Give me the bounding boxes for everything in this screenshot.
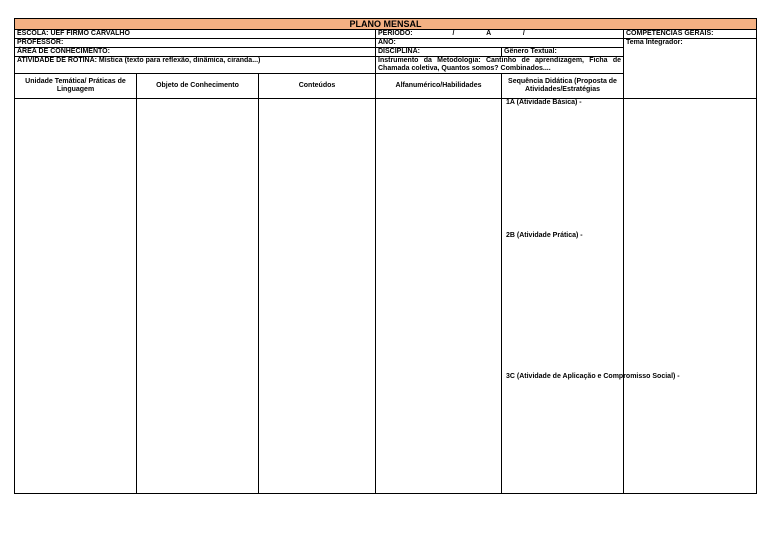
practical-activity-label: 2B (Atividade Prática) -	[506, 232, 583, 239]
routine-activity-field[interactable]: ATIVIDADE DE ROTINA: Mística (texto para reflexão, dinâmica, ciranda...)	[15, 57, 376, 74]
period-separator-2: /	[522, 30, 525, 37]
didactic-sequence-cell[interactable]	[502, 99, 680, 494]
evaluation-cell[interactable]	[624, 99, 757, 494]
monthly-plan-sheet	[14, 18, 756, 494]
period-label: PERIODO:	[378, 30, 413, 37]
column-header-contents: Conteúdos	[259, 74, 376, 99]
basic-activity-label: 1A (Atividade Básica) -	[506, 99, 582, 106]
methodology-instrument-field[interactable]: Instrumento da Metodologia: Cantinho de aprendizagem, Ficha de Chamada coletiva, Quantos somos? Combinados....	[376, 57, 624, 74]
general-competencies-field[interactable]: COMPETENCIAS GERAIS:	[624, 30, 757, 39]
school-field[interactable]: ESCOLA: UEF FIRMO CARVALHO	[15, 30, 376, 39]
period-separator-1: /	[452, 30, 455, 37]
application-activity-label: 3C (Atividade de Aplicação e Compromisso Social) -	[506, 373, 680, 380]
period-to-label: A	[486, 30, 491, 37]
column-header-didactic-sequence: Sequência Didática (Proposta de Atividades/Estratégias	[502, 74, 624, 99]
discipline-field[interactable]: DISCIPLINA:	[376, 48, 502, 57]
column-header-knowledge-object: Objeto de Conhecimento	[137, 74, 259, 99]
knowledge-object-cell[interactable]	[137, 99, 259, 494]
monthly-plan-table	[14, 18, 757, 494]
column-header-thematic-unit: Unidade Temática/ Práticas de Linguagem	[15, 74, 137, 99]
integrating-theme-field[interactable]: Tema Integrador:	[624, 39, 757, 99]
teacher-field[interactable]: PROFESSOR:	[15, 39, 376, 48]
contents-cell[interactable]	[259, 99, 376, 494]
text-genre-field[interactable]: Gênero Textual:	[502, 48, 624, 57]
year-field[interactable]: ANO:	[376, 39, 624, 48]
column-header-skills: Alfanumérico/Habilidades	[376, 74, 502, 99]
thematic-unit-cell[interactable]	[15, 99, 137, 494]
period-field[interactable]	[376, 30, 624, 39]
plan-title: PLANO MENSAL	[15, 19, 757, 30]
knowledge-area-field[interactable]: ÁREA DE CONHECIMENTO:	[15, 48, 376, 57]
skills-cell[interactable]	[376, 99, 502, 494]
